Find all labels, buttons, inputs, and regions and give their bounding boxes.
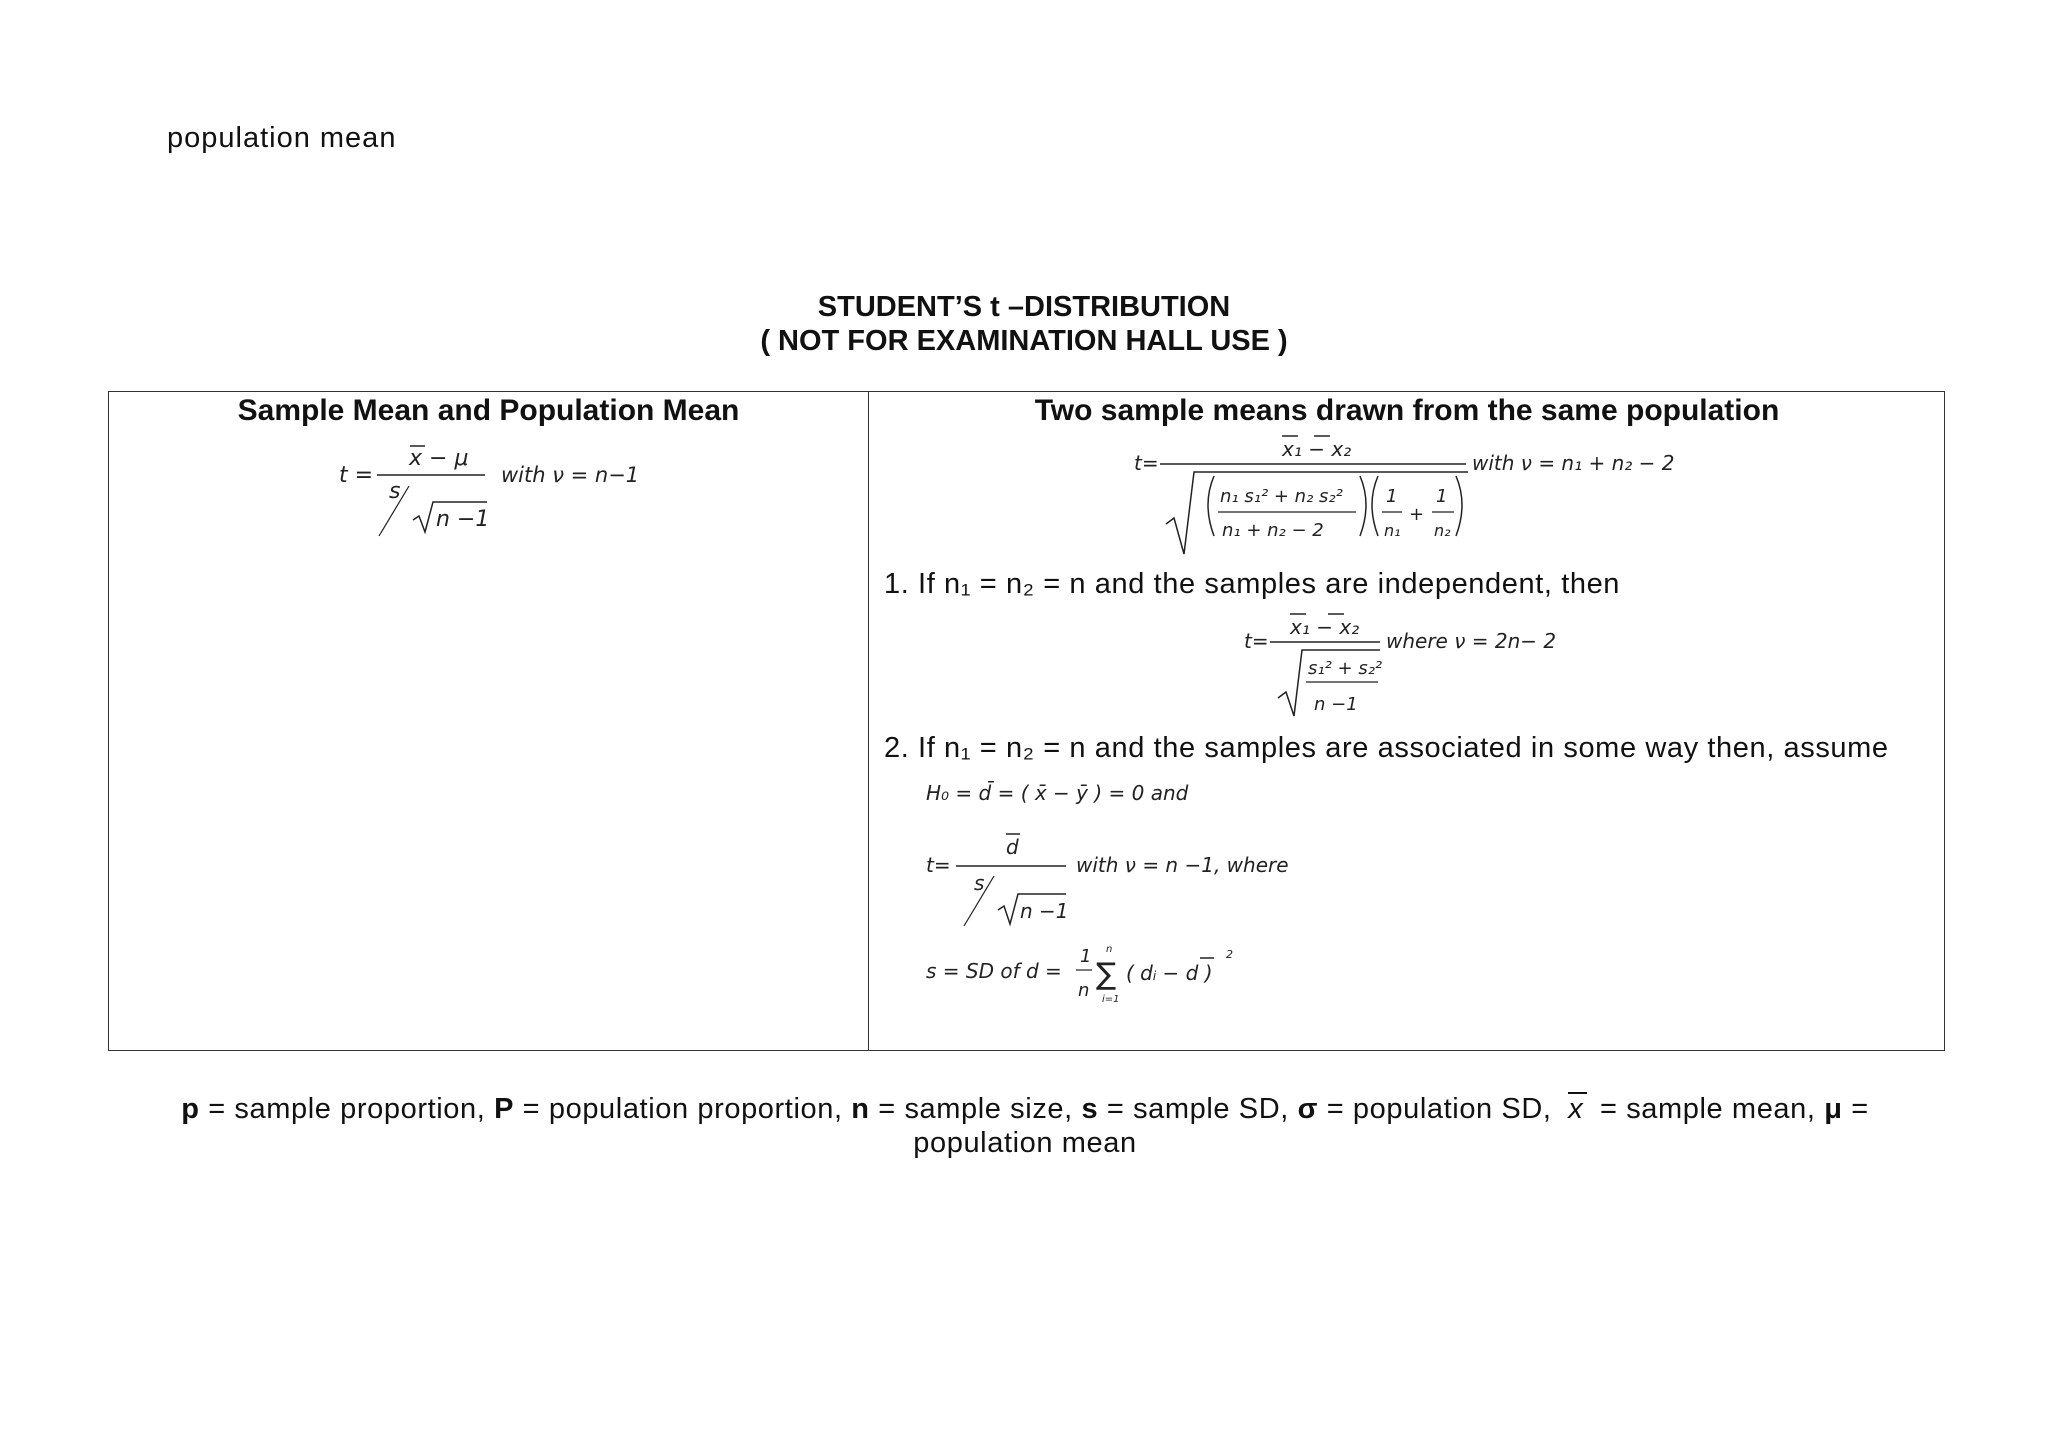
page-title — [0, 290, 2048, 358]
note-independent: 1. If n₁ = n₂ = n and the samples are independent, then — [884, 568, 1621, 600]
svg-text:t=: t= — [1134, 451, 1159, 475]
svg-text:i=1: i=1 — [1102, 994, 1120, 1005]
legend-xbar-text: = sample mean, — [1591, 1093, 1825, 1125]
svg-text:x₁ − x₂: x₁ − x₂ — [1290, 615, 1360, 639]
legend-p-text: = sample proportion, — [199, 1093, 495, 1125]
formula-one-sample-t — [339, 440, 669, 540]
legend-mu-symbol: μ — [1824, 1093, 1843, 1125]
svg-text:∑: ∑ — [1096, 957, 1117, 992]
legend-mu-text: = — [1842, 1093, 1869, 1125]
svg-text:x − μ: x − μ — [409, 446, 469, 471]
formula-table — [108, 391, 1945, 1051]
svg-text:n₂: n₂ — [1434, 521, 1451, 540]
svg-text:n: n — [1078, 980, 1090, 1001]
svg-text:x₁ − x₂: x₁ − x₂ — [1282, 437, 1352, 461]
svg-text:n: n — [1106, 944, 1113, 955]
note-associated: 2. If n₁ = n₂ = n and the samples are associated in some way then, assume — [884, 732, 1889, 764]
right-column-heading: Two sample means drawn from the same population — [1034, 394, 1780, 427]
svg-text:s: s — [974, 871, 985, 895]
svg-text:( di − d ): ( di − d ) — [1126, 961, 1213, 985]
svg-text:+: + — [1409, 504, 1425, 525]
left-column-heading: Sample Mean and Population Mean — [237, 394, 740, 427]
formula-two-sample-dof: with ν = n₁ + n₂ − 2 — [1472, 451, 1675, 475]
legend-s-symbol: s — [1081, 1093, 1099, 1125]
legend-p-symbol: p — [181, 1093, 200, 1125]
legend-n-text: = sample size, — [869, 1093, 1082, 1125]
legend-sigma-symbol: σ — [1297, 1093, 1319, 1125]
legend-P-text: = population proportion, — [514, 1093, 852, 1125]
formula-independent-t — [1244, 610, 1584, 720]
svg-text:t=: t= — [926, 853, 951, 877]
legend-n-symbol: n — [851, 1093, 870, 1125]
legend-sigma-text: = population SD, — [1318, 1093, 1561, 1125]
title-line-2: ( NOT FOR EXAMINATION HALL USE ) — [760, 325, 1288, 357]
svg-text:d: d — [1006, 835, 1019, 859]
formula-one-sample-dof: with ν = n−1 — [501, 463, 640, 487]
formula-independent-dof: where ν = 2n− 2 — [1386, 629, 1557, 653]
legend-footer — [120, 1092, 1930, 1160]
formula-paired-hypothesis — [926, 772, 1286, 812]
legend-s-text: = sample SD, — [1098, 1093, 1298, 1125]
svg-text:2: 2 — [1226, 948, 1233, 961]
formula-paired-dof: with ν = n −1, where — [1076, 853, 1289, 877]
title-line-1: STUDENT’S t –DISTRIBUTION — [817, 291, 1231, 323]
formula-paired-sd-label: s = SD of d = — [926, 959, 1062, 983]
svg-text:n −1: n −1 — [1020, 899, 1069, 923]
top-text: population mean — [167, 122, 397, 154]
legend-line-1 — [120, 1092, 1930, 1126]
formula-paired-sd — [926, 940, 1286, 1010]
formula-two-sample-t — [1134, 432, 1694, 562]
formula-paired-hypothesis-text: H₀ = d̄ = ( x̄ − ȳ ) = 0 and — [926, 781, 1189, 805]
legend-line-2: population mean — [913, 1127, 1137, 1159]
svg-text:n₁: n₁ — [1384, 521, 1401, 540]
svg-text:t =: t = — [339, 463, 374, 488]
svg-text:1: 1 — [1436, 486, 1448, 507]
legend-P-symbol: P — [494, 1093, 515, 1125]
svg-text:1: 1 — [1386, 486, 1398, 507]
svg-text:n₁ + n₂ − 2: n₁ + n₂ − 2 — [1222, 520, 1324, 541]
formula-paired-t — [926, 830, 1326, 930]
legend-xbar-symbol: x — [1560, 1092, 1591, 1126]
svg-text:s₁² + s₂²: s₁² + s₂² — [1308, 658, 1383, 679]
svg-text:n −1: n −1 — [1314, 694, 1358, 715]
svg-text:1: 1 — [1080, 946, 1092, 967]
svg-text:n₁ s₁² + n₂ s₂²: n₁ s₁² + n₂ s₂² — [1220, 486, 1343, 507]
svg-text:s: s — [389, 479, 401, 504]
svg-text:n −1: n −1 — [436, 507, 490, 532]
column-divider — [868, 392, 869, 1050]
svg-text:t=: t= — [1244, 629, 1269, 653]
